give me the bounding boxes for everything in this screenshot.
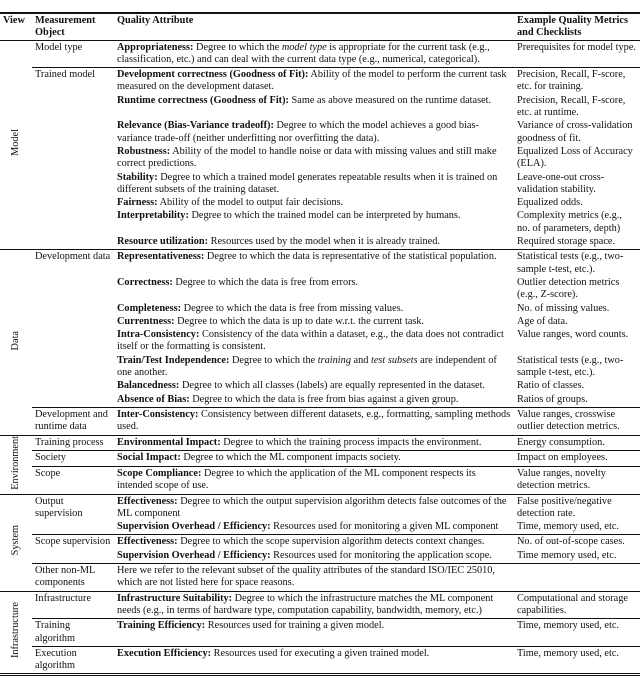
attribute-description: Degree to which the data is representative of the statistical population. <box>204 251 497 263</box>
table-row <box>0 535 640 550</box>
metric-cell: Precision, Recall, F-score, etc. at runtime. <box>517 94 626 119</box>
attribute-description: Degree to which the data is up to date w.r.t. the current task. <box>174 315 425 327</box>
measurement-object-cell: Scope supervision <box>32 535 114 564</box>
measurement-object-cell: Infrastructure <box>32 591 114 619</box>
attribute-name: Training Efficiency: <box>117 620 206 632</box>
attribute-name: Robustness: <box>117 145 171 157</box>
attribute-description: Consistency of the data within a dataset, e.g., the data does not contradict itself or the formatting is consistent. <box>117 329 504 353</box>
attribute-name: Infrastructure Suitability: <box>117 592 233 604</box>
attribute-description: Degree to which the data is free from errors. <box>172 276 359 288</box>
quality-attribute-cell <box>114 172 514 198</box>
attribute-name: Correctness: <box>117 276 173 288</box>
measurement-object-cell: Output supervision <box>32 494 114 535</box>
attribute-description: Ability of the model to handle noise or data with missing values and still make correct predictions. <box>117 145 497 170</box>
attribute-description: Degree to which the data is free from missing values. <box>181 302 404 314</box>
metric-cell: Computational and storage capabilities. <box>514 591 640 619</box>
attribute-description: Same as above measured on the runtime dataset. <box>288 94 492 106</box>
attribute-description: Degree to which the training process impacts the environment. <box>220 436 482 448</box>
quality-attribute-cell <box>114 550 514 564</box>
quality-attribute-cell <box>114 355 514 381</box>
metric-cell: Variance of cross-validation goodness of fit. <box>517 120 633 144</box>
measurement-object-cell: Scope <box>32 466 114 494</box>
table-row <box>0 407 640 435</box>
view-cell <box>0 250 32 435</box>
attribute-name: Appropriateness: <box>117 41 194 53</box>
attribute-name: Scope Compliance: <box>117 467 202 479</box>
table-row <box>0 40 640 68</box>
quality-attribute-cell <box>114 619 514 647</box>
quality-attribute-cell <box>114 250 514 277</box>
measurement-object-cell: Training process <box>32 435 114 451</box>
attribute-description: Resources used for executing a given trained model. <box>211 647 430 659</box>
metric-cell: Time, memory used, etc. <box>517 521 620 533</box>
attribute-description: Degree to which the <box>193 41 282 53</box>
table-row <box>0 435 640 451</box>
view-label: Data <box>9 330 21 350</box>
attribute-name: Environmental Impact: <box>117 436 221 448</box>
metric-cell: Value ranges, word counts. <box>517 329 629 341</box>
quality-attribute-cell <box>114 316 514 329</box>
attribute-name: Runtime correctness (Goodness of Fit): <box>117 94 289 106</box>
attribute-description: Degree to which the <box>229 354 318 366</box>
metric-cell: Ratios of groups. <box>517 393 588 405</box>
view-label: Infrastructure <box>9 602 21 659</box>
quality-attribute-cell <box>114 197 514 210</box>
attribute-description: Degree to which the data is free from bias against a given group. <box>189 393 459 405</box>
attribute-name: Train/Test Independence: <box>117 354 230 366</box>
quality-attribute-cell <box>114 277 514 303</box>
measurement-object-cell: Development data <box>32 250 114 408</box>
attribute-name: Relevance (Bias-Variance tradeoff): <box>117 120 274 132</box>
attribute-description: and <box>350 354 371 366</box>
attribute-description: Degree to which the infrastructure matches the ML component needs (e.g., in terms of hardware type, computation capability, bandwidth, memory, etc.) <box>117 592 494 616</box>
view-label: Model <box>9 129 21 157</box>
header-metrics: Example Quality Metrics and Checklists <box>514 13 640 40</box>
attribute-description: Ability of the model to output fair decisions. <box>157 197 344 209</box>
metric-cell: Prerequisites for model type. <box>514 40 640 68</box>
table-row <box>0 451 640 467</box>
metric-cell: Value ranges, novelty detection metrics. <box>514 466 640 494</box>
attribute-name: Effectiveness: <box>117 495 178 507</box>
quality-attribute-cell <box>114 494 514 521</box>
metric-cell: Statistical tests (e.g., two-sample t-test, etc.). <box>517 354 624 379</box>
metric-cell: Ratio of classes. <box>517 380 585 392</box>
measurement-object-cell: Trained model <box>32 68 114 250</box>
attribute-description: is appropriate for the current task (e.g., classification, etc.) and can deal with the current data type (e.g., numerical, categorical). <box>117 41 490 65</box>
quality-attribute-cell <box>114 303 514 316</box>
quality-attribute-cell <box>114 95 514 121</box>
attribute-description: Degree to which a trained model generates repeatable results when it is trained on different subsets of the training dataset. <box>117 171 498 195</box>
attribute-description: Degree to which the scope supervision algorithm detects context changes. <box>177 536 485 548</box>
measurement-object-cell: Society <box>32 451 114 467</box>
attribute-name: Completeness: <box>117 302 182 314</box>
view-label: Environment <box>9 435 21 490</box>
attribute-name: Effectiveness: <box>117 536 178 548</box>
quality-attribute-cell <box>114 646 514 675</box>
measurement-object-cell: Development and runtime data <box>32 407 114 435</box>
header-quality-attribute: Quality Attribute <box>114 13 514 40</box>
quality-attribute-cell <box>114 120 514 146</box>
attribute-description-emphasis: training <box>317 354 351 366</box>
view-label: System <box>9 525 21 556</box>
attribute-description: Degree to which all classes (labels) are equally represented in the dataset. <box>179 380 486 392</box>
metric-cell: Age of data. <box>517 315 568 327</box>
metric-cell: Impact on employees. <box>514 451 640 467</box>
metric-cell: Time memory used, etc. <box>517 549 617 561</box>
metric-cell <box>514 564 640 592</box>
quality-attribute-cell <box>114 435 514 451</box>
table-body <box>0 40 640 675</box>
quality-attribute-cell <box>114 394 514 408</box>
metric-cell: Value ranges, crosswise outlier detection metrics. <box>514 407 640 435</box>
attribute-description: Degree to which the trained model can be interpreted by humans. <box>188 210 461 222</box>
attribute-name: Execution Efficiency: <box>117 647 212 659</box>
attribute-description: Resources used for training a given model. <box>205 620 385 632</box>
table-row <box>0 591 640 619</box>
quality-attribute-cell <box>114 210 514 236</box>
metric-cell: Precision, Recall, F-score, etc. for training. <box>514 68 640 95</box>
measurement-object-cell: Other non-ML components <box>32 564 114 592</box>
measurement-object-cell: Execution algorithm <box>32 646 114 675</box>
quality-attribute-cell <box>114 146 514 172</box>
attribute-description-emphasis: test subsets <box>370 354 418 366</box>
table-row <box>0 466 640 494</box>
quality-attribute-cell <box>114 535 514 550</box>
metric-cell: Required storage space. <box>517 236 616 248</box>
attribute-name: Supervision Overhead / Efficiency: <box>117 549 271 561</box>
quality-attribute-cell <box>114 407 514 435</box>
table-row <box>0 494 640 521</box>
quality-attributes-table <box>0 12 640 676</box>
attribute-name: Social Impact: <box>117 452 181 464</box>
view-cell <box>0 591 32 675</box>
quality-attribute-cell <box>114 40 514 68</box>
quality-attribute-cell <box>114 564 514 592</box>
attribute-description: Degree to which the ML component impacts society. <box>180 452 401 464</box>
metric-cell: Energy consumption. <box>514 435 640 451</box>
attribute-description: Resources used for monitoring a given ML component <box>270 521 499 533</box>
header-measurement-object: Measurement Object <box>32 13 114 40</box>
attribute-description: Degree to which the output supervision algorithm detects false outcomes of the ML component <box>117 495 507 519</box>
quality-attribute-cell <box>114 521 514 535</box>
quality-attribute-cell <box>114 236 514 250</box>
metric-cell: Time, memory used, etc. <box>514 646 640 675</box>
attribute-name: Inter-Consistency: <box>117 408 199 420</box>
attribute-description: Resources used by the model when it is already trained. <box>208 236 440 248</box>
measurement-object-cell: Model type <box>32 40 114 68</box>
attribute-name: Supervision Overhead / Efficiency: <box>117 521 271 533</box>
attribute-description: Degree to which the application of the ML component respects its intended scope of use. <box>117 467 476 491</box>
table-row <box>0 619 640 647</box>
attribute-name: Balancedness: <box>117 380 180 392</box>
header-view: View <box>0 13 32 40</box>
attribute-description: Ability of the model to perform the current task measured on the development dataset. <box>117 69 507 93</box>
table-row <box>0 250 640 277</box>
attribute-name: Absence of Bias: <box>117 393 190 405</box>
attribute-description: Here we refer to the relevant subset of the quality attributes of the standard ISO/IEC 25010, which are not listed here for space reasons. <box>117 565 496 589</box>
metric-cell: Time, memory used, etc. <box>514 619 640 647</box>
view-cell <box>0 40 32 250</box>
quality-attribute-cell <box>114 466 514 494</box>
view-cell <box>0 435 32 494</box>
metric-cell: False positive/negative detection rate. <box>514 494 640 521</box>
metric-cell: No. of missing values. <box>517 302 610 314</box>
attribute-name: Interpretability: <box>117 210 189 222</box>
quality-attribute-cell <box>114 68 514 95</box>
attribute-description-emphasis: model type <box>281 41 327 53</box>
measurement-object-cell: Training algorithm <box>32 619 114 647</box>
attribute-name: Stability: <box>117 171 158 183</box>
metric-cell: Outlier detection metrics (e.g., Z-score). <box>517 276 620 301</box>
quality-attribute-cell <box>114 451 514 467</box>
table-row <box>0 68 640 95</box>
attribute-description: Resources used for monitoring the application scope. <box>270 549 492 561</box>
metric-cell: No. of out-of-scope cases. <box>514 535 640 550</box>
table-row <box>0 564 640 592</box>
header-row <box>0 13 640 40</box>
attribute-name: Fairness: <box>117 197 158 209</box>
attribute-name: Intra-Consistency: <box>117 329 200 341</box>
quality-attribute-cell <box>114 591 514 619</box>
attribute-name: Currentness: <box>117 315 175 327</box>
view-cell <box>0 494 32 591</box>
attribute-name: Resource utilization: <box>117 236 209 248</box>
attribute-name: Development correctness (Goodness of Fit): <box>117 69 309 81</box>
quality-attribute-cell <box>114 380 514 393</box>
attribute-description: are independent of one another. <box>117 354 497 379</box>
metric-cell: Equalized odds. <box>517 197 583 209</box>
attribute-name: Representativeness: <box>117 251 205 263</box>
quality-attribute-cell <box>114 329 514 355</box>
metric-cell: Equalized Loss of Accuracy (ELA). <box>517 145 633 170</box>
quality-table-container <box>0 12 640 676</box>
metric-cell: Statistical tests (e.g., two-sample t-test, etc.). <box>514 250 640 277</box>
attribute-description: Degree to which the model achieves a good bias-variance trade-off (neither underfitting nor overfitting the data). <box>117 120 479 144</box>
metric-cell: Complexity metrics (e.g., no. of parameters, depth) <box>517 210 622 234</box>
attribute-description: Consistency between different datasets, e.g., formatting, sampling methods used. <box>117 408 511 433</box>
metric-cell: Leave-one-out cross-validation stability. <box>517 171 605 195</box>
table-row <box>0 646 640 675</box>
